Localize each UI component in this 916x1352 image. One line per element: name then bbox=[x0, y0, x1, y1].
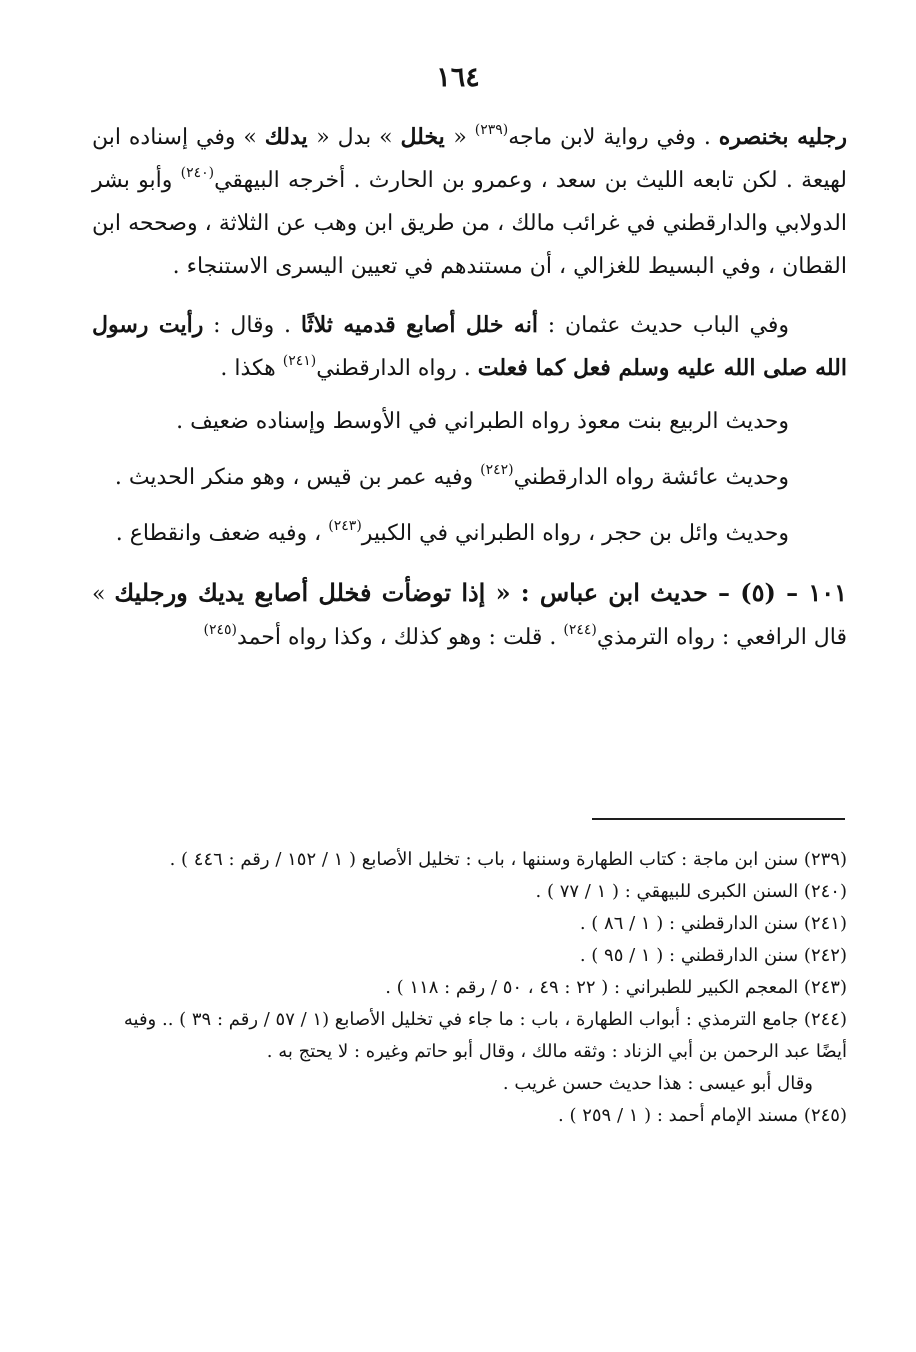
text-run: . رواه الدارقطني bbox=[316, 356, 478, 381]
text-run: » وفي إسناده ابن لهيعة . لكن تابعه الليث بن سعد ، وعمرو بن الحارث . أخرجه البيهقي bbox=[92, 125, 847, 193]
main-text bbox=[92, 116, 847, 659]
text-run: وحديث وائل بن حجر ، رواه الطبراني في الكبير bbox=[361, 521, 789, 546]
bold-phrase: يدلك bbox=[264, 124, 317, 150]
footnote-ref[interactable]: (٢٤٣) bbox=[328, 518, 362, 534]
paragraph bbox=[92, 400, 847, 443]
text-run: وفي الباب حديث عثمان : bbox=[537, 313, 789, 338]
footnote-ref[interactable]: (٢٤٢) bbox=[480, 462, 514, 478]
text-run: » قال الرافعي : رواه الترمذي bbox=[92, 582, 847, 650]
paragraph bbox=[92, 116, 847, 288]
text-run: ، وفيه ضعف وانقطاع . bbox=[115, 521, 329, 546]
footnote-item: (٢٤٥) مسند الإمام أحمد : ( ١ / ٢٥٩ ) . bbox=[558, 1105, 847, 1126]
bold-phrase: يخلل bbox=[400, 124, 454, 150]
footnote-item: (٢٤٠) السنن الكبرى للبيهقي : ( ١ / ٧٧ ) . bbox=[535, 881, 847, 902]
bold-phrase: رأيت رسول الله صلى الله عليه وسلم فعل كما فعلت bbox=[92, 312, 847, 381]
paragraph bbox=[92, 304, 847, 390]
footnotes bbox=[92, 844, 847, 1132]
bold-phrase: أنه خلل أصابع قدميه ثلاثًا bbox=[300, 312, 538, 338]
footnote-continuation: وقال أبو عيسى : هذا حديث حسن غريب . bbox=[502, 1073, 813, 1094]
footnote-item: (٢٤٤) جامع الترمذي : أبواب الطهارة ، باب : ما جاء في تخليل الأصابع (١ / ٥٧ / رقم : ٣٩ ) .. وفيه أيضًا عبد الرحمن بن أبي الزناد : وثقه مالك ، وقال أبو حاتم وغيره : لا يحتج به . bbox=[123, 1009, 847, 1062]
text-run: وحديث الربيع بنت معوذ رواه الطبراني في الأوسط وإسناده ضعيف . bbox=[176, 409, 789, 434]
footnote-divider bbox=[592, 818, 845, 820]
text-run: وفيه عمر بن قيس ، وهو منكر الحديث . bbox=[114, 465, 481, 490]
footnote-ref[interactable]: (٢٤٤) bbox=[563, 622, 597, 638]
hadith-entry bbox=[92, 571, 847, 659]
text-run: . قلت : وهو كذلك ، وكذا رواه أحمد bbox=[237, 625, 564, 650]
footnote-ref[interactable]: (٢٤٠) bbox=[180, 165, 215, 181]
bold-phrase: رجليه بخنصره bbox=[718, 124, 848, 150]
hadith-heading: ١٠١ – (٥) – حديث ابن عباس : « إذا توضأت فخلل أصابع يديك ورجليك bbox=[114, 578, 847, 607]
text-run: . وفي رواية لابن ماجه bbox=[508, 125, 719, 150]
footnote-ref[interactable]: (٢٤١) bbox=[282, 353, 317, 369]
text-run: هكذا . bbox=[220, 356, 283, 381]
page-number: ١٦٤ bbox=[436, 62, 480, 93]
paragraph bbox=[92, 456, 847, 499]
paragraph bbox=[92, 512, 847, 555]
footnote-item: (٢٤١) سنن الدارقطني : ( ١ / ٨٦ ) . bbox=[579, 913, 847, 934]
text-run: » بدل « bbox=[316, 125, 401, 150]
footnote-ref[interactable]: (٢٤٥) bbox=[203, 622, 238, 638]
text-run: وأبو بشر الدولابي والدارقطني في غرائب مالك ، من طريق ابن وهب عن الثلاثة ، وصححه ابن القطان ، وفي البسيط للغزالي ، أن مستندهم في تعيين اليسرى الاستنجاء . bbox=[92, 168, 847, 279]
footnote-item: (٢٤٣) المعجم الكبير للطبراني : ( ٢٢ : ٤٩ ، ٥٠ / رقم : ١١٨ ) . bbox=[385, 977, 847, 998]
footnote-ref[interactable]: (٢٣٩) bbox=[474, 122, 509, 138]
text-run: وحديث عائشة رواه الدارقطني bbox=[513, 465, 789, 490]
text-run: « bbox=[453, 125, 475, 150]
footnote-item: (٢٣٩) سنن ابن ماجة : كتاب الطهارة وسننها ، باب : تخليل الأصابع ( ١ / ١٥٢ / رقم : ٤٤٦ ) . bbox=[169, 849, 847, 870]
text-run: . وقال : bbox=[203, 313, 301, 338]
footnote-item: (٢٤٢) سنن الدارقطني : ( ١ / ٩٥ ) . bbox=[579, 945, 847, 966]
